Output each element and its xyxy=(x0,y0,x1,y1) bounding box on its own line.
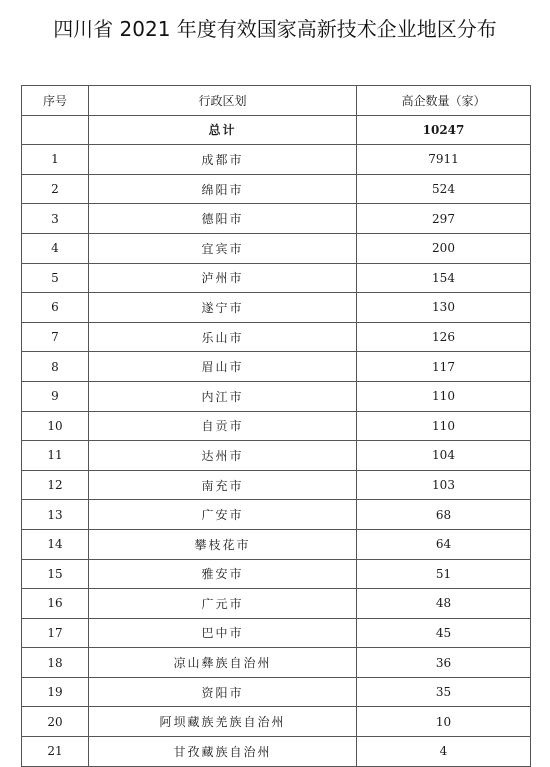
header-count: 高企数量（家） xyxy=(357,86,531,116)
table-row xyxy=(22,500,531,530)
row-count-cell: 4 xyxy=(357,737,531,767)
row-count-cell: 68 xyxy=(357,500,531,530)
row-count-cell: 104 xyxy=(357,441,531,471)
row-index-cell: 3 xyxy=(22,204,89,234)
table-row xyxy=(22,441,531,471)
row-index-cell: 16 xyxy=(22,589,89,619)
row-index-cell: 5 xyxy=(22,263,89,293)
total-row xyxy=(22,115,531,145)
row-index-cell: 17 xyxy=(22,618,89,648)
row-count-cell: 154 xyxy=(357,263,531,293)
row-count-cell: 103 xyxy=(357,470,531,500)
row-count-cell: 7911 xyxy=(357,145,531,175)
row-region-cell: 眉山市 xyxy=(89,352,357,382)
row-region-cell: 达州市 xyxy=(89,441,357,471)
table-row xyxy=(22,411,531,441)
table-row xyxy=(22,707,531,737)
table-body xyxy=(22,115,531,766)
header-region: 行政区划 xyxy=(89,86,357,116)
row-region-cell: 遂宁市 xyxy=(89,293,357,323)
row-count-cell: 110 xyxy=(357,411,531,441)
row-region-cell: 乐山市 xyxy=(89,322,357,352)
row-count-cell: 110 xyxy=(357,381,531,411)
row-index-cell: 20 xyxy=(22,707,89,737)
table-row xyxy=(22,322,531,352)
row-count-cell: 297 xyxy=(357,204,531,234)
row-count-cell: 35 xyxy=(357,677,531,707)
table-row xyxy=(22,352,531,382)
table-row xyxy=(22,263,531,293)
total-index-cell xyxy=(22,115,89,145)
row-index-cell: 7 xyxy=(22,322,89,352)
row-region-cell: 资阳市 xyxy=(89,677,357,707)
row-region-cell: 甘孜藏族自治州 xyxy=(89,737,357,767)
table-row xyxy=(22,174,531,204)
row-index-cell: 6 xyxy=(22,293,89,323)
row-index-cell: 12 xyxy=(22,470,89,500)
row-index-cell: 18 xyxy=(22,648,89,678)
row-region-cell: 泸州市 xyxy=(89,263,357,293)
row-index-cell: 9 xyxy=(22,381,89,411)
row-count-cell: 64 xyxy=(357,529,531,559)
table-row xyxy=(22,529,531,559)
row-index-cell: 13 xyxy=(22,500,89,530)
table-row xyxy=(22,233,531,263)
row-region-cell: 巴中市 xyxy=(89,618,357,648)
table-header xyxy=(22,86,531,116)
row-region-cell: 绵阳市 xyxy=(89,174,357,204)
row-count-cell: 45 xyxy=(357,618,531,648)
row-count-cell: 51 xyxy=(357,559,531,589)
row-index-cell: 14 xyxy=(22,529,89,559)
header-index: 序号 xyxy=(22,86,89,116)
total-label-cell: 总计 xyxy=(89,115,357,145)
row-index-cell: 1 xyxy=(22,145,89,175)
table-row xyxy=(22,204,531,234)
row-count-cell: 524 xyxy=(357,174,531,204)
table-row xyxy=(22,470,531,500)
row-count-cell: 117 xyxy=(357,352,531,382)
row-region-cell: 凉山彝族自治州 xyxy=(89,648,357,678)
row-index-cell: 10 xyxy=(22,411,89,441)
row-region-cell: 攀枝花市 xyxy=(89,529,357,559)
table-row xyxy=(22,381,531,411)
table-row xyxy=(22,559,531,589)
row-index-cell: 8 xyxy=(22,352,89,382)
row-index-cell: 21 xyxy=(22,737,89,767)
row-count-cell: 126 xyxy=(357,322,531,352)
row-count-cell: 10 xyxy=(357,707,531,737)
row-index-cell: 19 xyxy=(22,677,89,707)
table-row xyxy=(22,589,531,619)
row-index-cell: 11 xyxy=(22,441,89,471)
total-count-cell: 10247 xyxy=(357,115,531,145)
row-region-cell: 阿坝藏族羌族自治州 xyxy=(89,707,357,737)
table-row xyxy=(22,293,531,323)
row-count-cell: 36 xyxy=(357,648,531,678)
row-region-cell: 内江市 xyxy=(89,381,357,411)
row-region-cell: 南充市 xyxy=(89,470,357,500)
table-row xyxy=(22,677,531,707)
row-count-cell: 200 xyxy=(357,233,531,263)
row-region-cell: 广安市 xyxy=(89,500,357,530)
row-region-cell: 成都市 xyxy=(89,145,357,175)
header-row xyxy=(22,86,531,116)
row-index-cell: 4 xyxy=(22,233,89,263)
enterprise-distribution-table xyxy=(21,85,531,767)
row-index-cell: 2 xyxy=(22,174,89,204)
table-row xyxy=(22,648,531,678)
table-row xyxy=(22,618,531,648)
row-region-cell: 宜宾市 xyxy=(89,233,357,263)
row-region-cell: 德阳市 xyxy=(89,204,357,234)
row-region-cell: 广元市 xyxy=(89,589,357,619)
row-index-cell: 15 xyxy=(22,559,89,589)
row-count-cell: 130 xyxy=(357,293,531,323)
document-title: 四川省 2021 年度有效国家高新技术企业地区分布 xyxy=(53,17,497,41)
table-row xyxy=(22,145,531,175)
row-region-cell: 雅安市 xyxy=(89,559,357,589)
row-region-cell: 自贡市 xyxy=(89,411,357,441)
row-count-cell: 48 xyxy=(357,589,531,619)
